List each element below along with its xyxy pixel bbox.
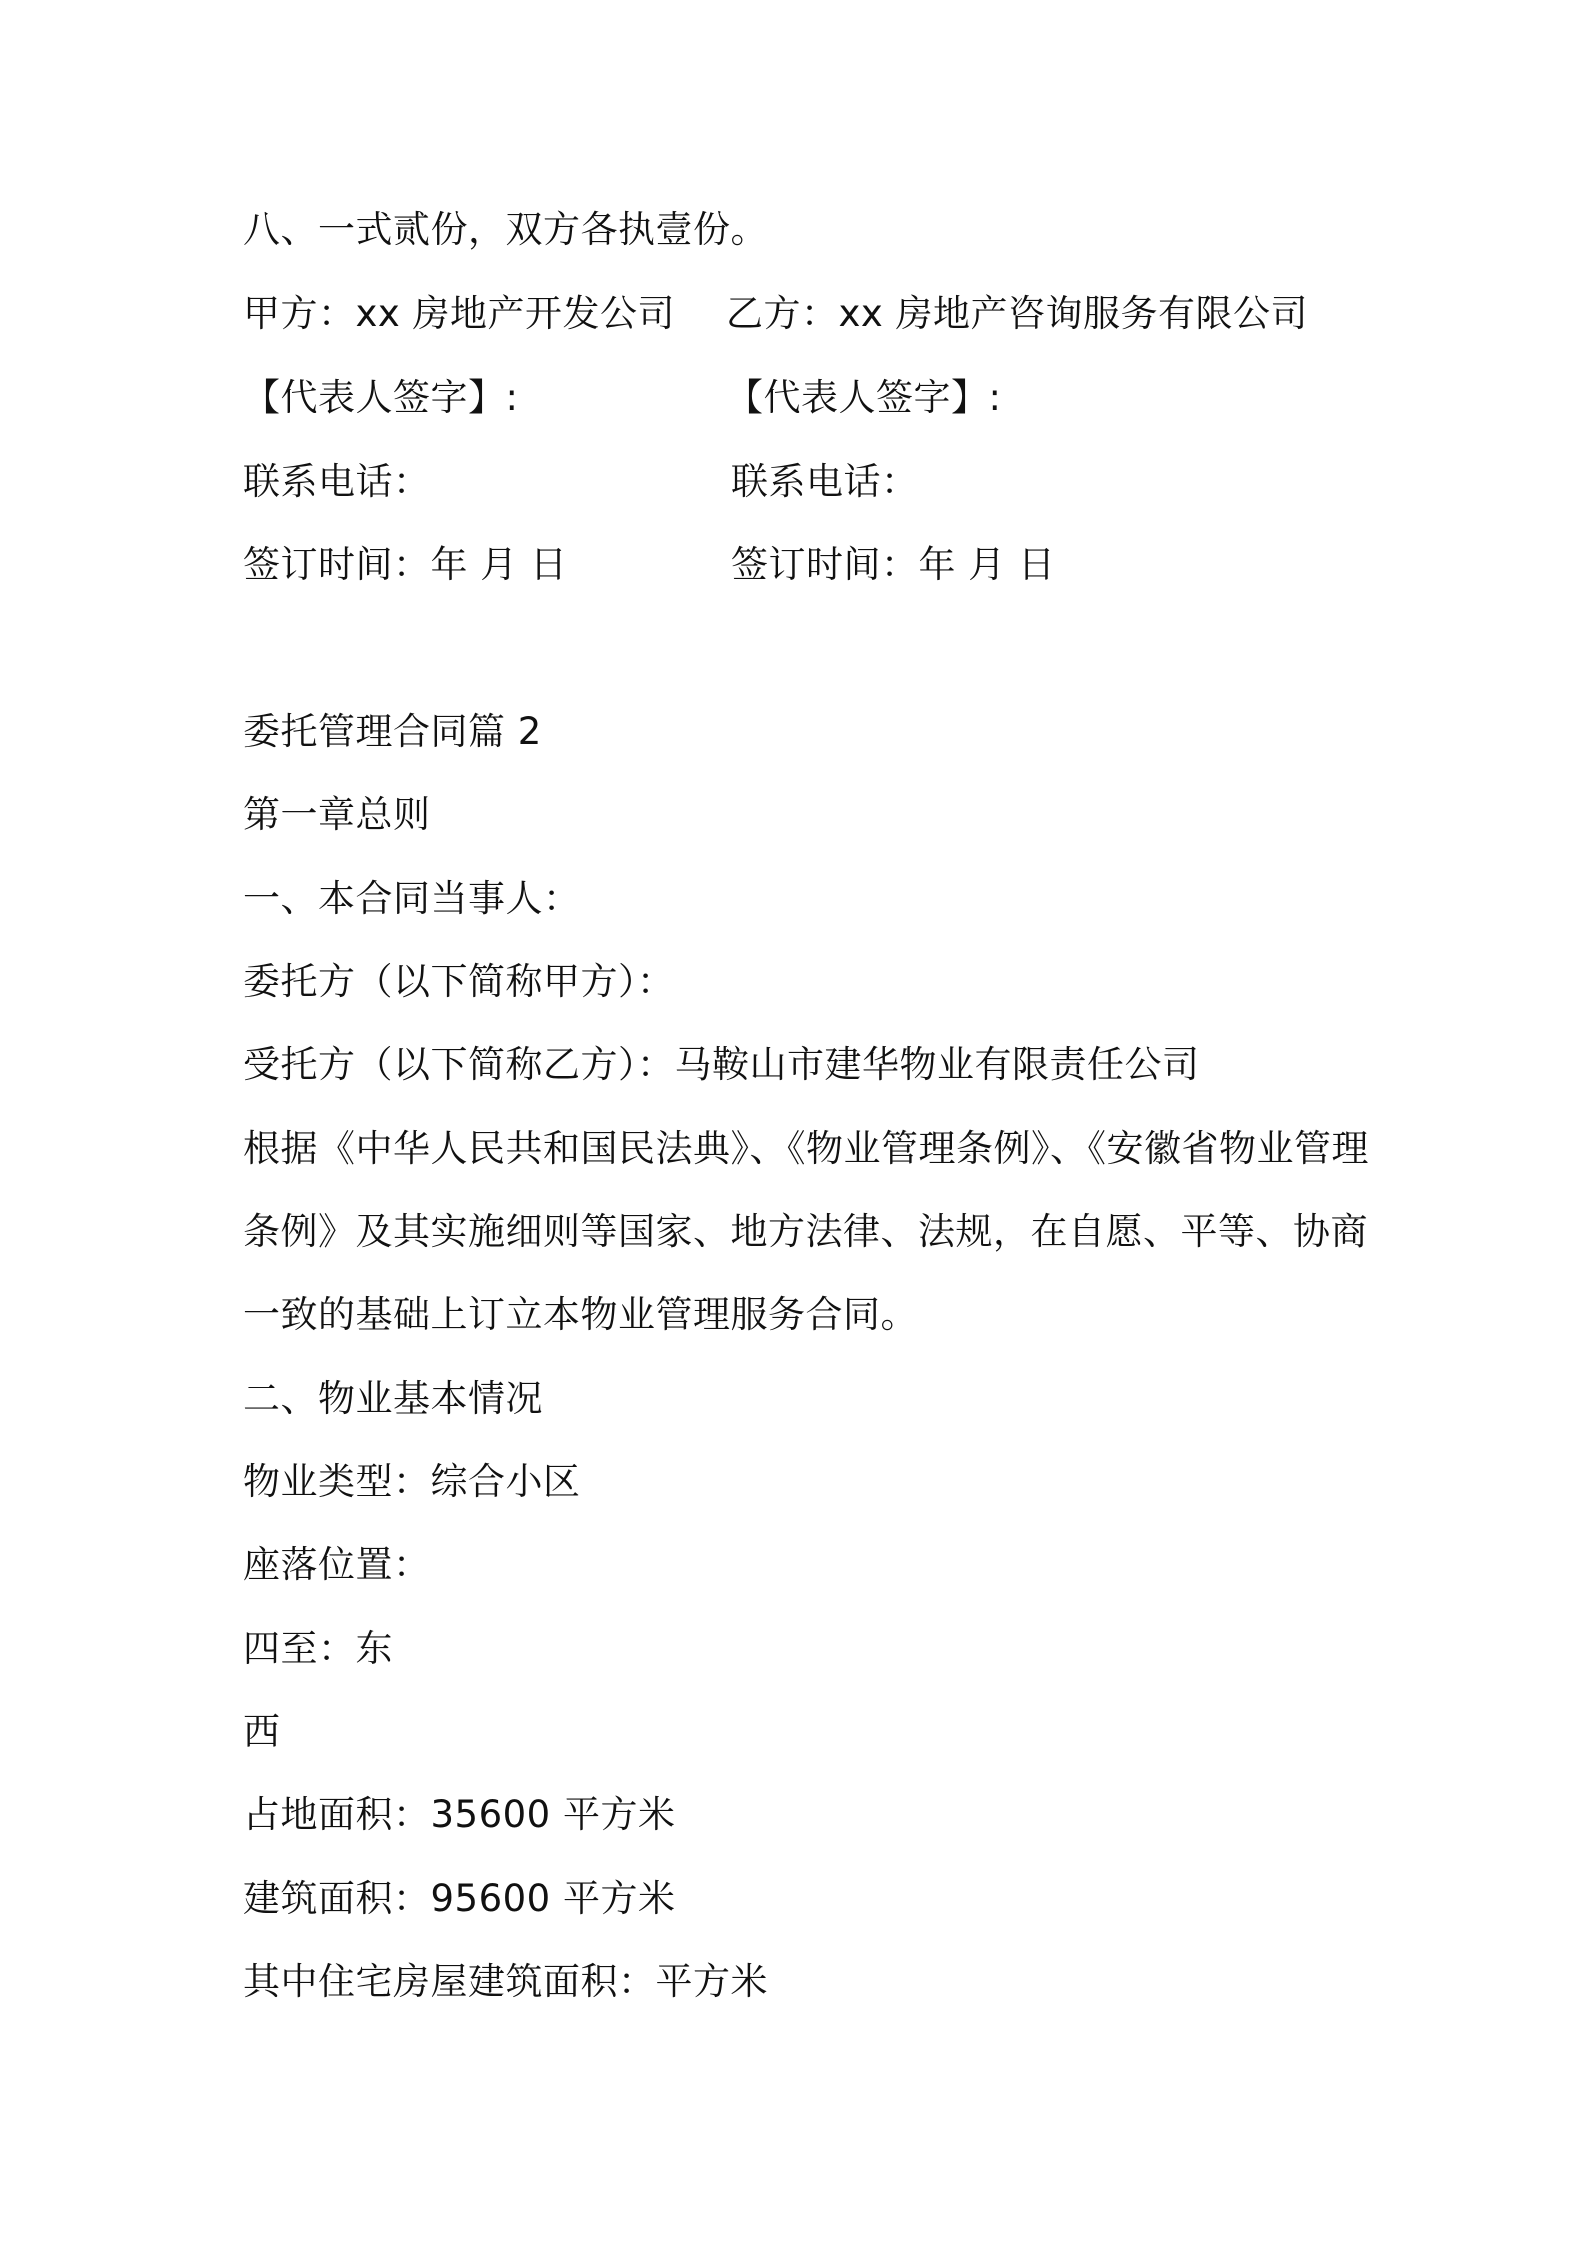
clause-eight: 八、一式贰份，双方各执壹份。 <box>243 208 768 251</box>
basis-paragraph-line-3: 一致的基础上订立本物业管理服务合同。 <box>243 1293 918 1336</box>
property-location: 座落位置： <box>243 1543 431 1586</box>
signature-row-rep <box>243 373 1002 423</box>
land-area: 占地面积：35600 平方米 <box>243 1793 676 1836</box>
party-b-label: 乙方：xx 房地产咨询服务有限公司 <box>726 292 1309 335</box>
basis-paragraph-line-1: 根据《中华人民共和国民法典》、《物业管理条例》、《安徽省物业管理 <box>243 1127 1369 1170</box>
boundary-east: 四至：东 <box>243 1627 393 1670</box>
section-one-heading: 一、本合同当事人： <box>243 877 581 920</box>
section-two-heading: 二、物业基本情况 <box>243 1377 543 1420</box>
chapter-heading: 第一章总则 <box>243 793 431 836</box>
rep-sign-a: 【代表人签字】: <box>243 376 519 419</box>
agent-line: 受托方（以下简称乙方）：马鞍山市建华物业有限责任公司 <box>243 1043 1200 1086</box>
signature-row-party <box>243 289 1309 339</box>
boundary-west: 西 <box>243 1710 281 1753</box>
contract2-title: 委托管理合同篇 2 <box>243 710 542 753</box>
date-a: 签订时间：年 月 日 <box>243 543 568 586</box>
basis-paragraph-line-2: 条例》及其实施细则等国家、地方法律、法规，在自愿、平等、协商 <box>243 1210 1368 1253</box>
client-line: 委托方（以下简称甲方）： <box>243 960 675 1003</box>
party-a-label: 甲方：xx 房地产开发公司 <box>243 292 676 335</box>
date-b: 签订时间：年 月 日 <box>731 543 1056 586</box>
phone-a: 联系电话： <box>243 460 431 503</box>
phone-b: 联系电话： <box>731 460 919 503</box>
residential-area: 其中住宅房屋建筑面积：平方米 <box>243 1960 768 2003</box>
property-type: 物业类型：综合小区 <box>243 1460 581 1503</box>
signature-row-phone <box>243 457 919 507</box>
rep-sign-b: 【代表人签字】: <box>726 376 1002 419</box>
signature-row-date <box>243 540 1056 590</box>
building-area: 建筑面积：95600 平方米 <box>243 1877 676 1920</box>
